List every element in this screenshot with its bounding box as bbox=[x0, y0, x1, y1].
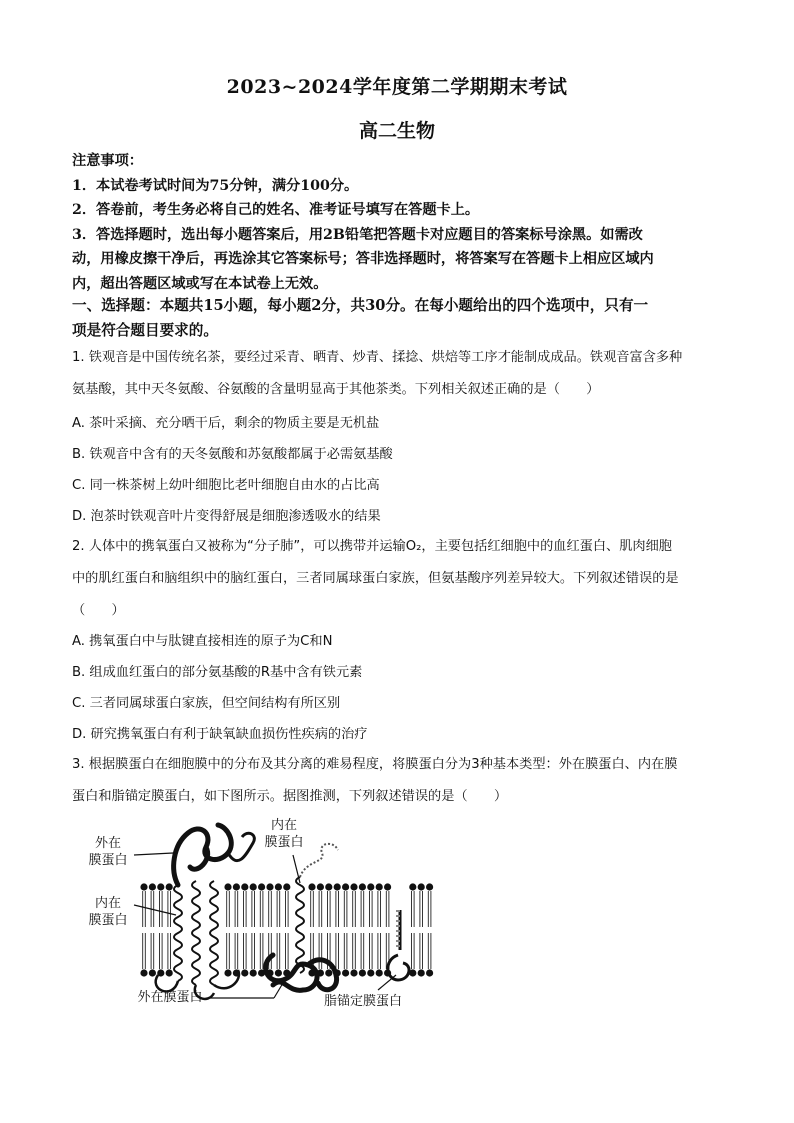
phospholipid-tail bbox=[168, 933, 171, 969]
stem-line: 蛋白和脂锚定膜蛋白，如下图所示。据图推测，下列叙述错误的是（ ） bbox=[72, 789, 508, 804]
phospholipid-tail bbox=[244, 933, 247, 969]
question-2-option-d: D. 研究携氧蛋白有利于缺氧缺血损伤性疾病的治疗 bbox=[72, 727, 368, 742]
phospholipid-tail bbox=[328, 891, 331, 927]
phospholipid-head bbox=[140, 969, 147, 976]
question-2-option-c: C. 三者同属球蛋白家族，但空间结构有所区别 bbox=[72, 696, 341, 711]
single-pass-helix bbox=[296, 877, 304, 973]
phospholipid-head bbox=[266, 883, 273, 890]
phospholipid-head bbox=[275, 969, 282, 976]
stem-line: 2. 人体中的携氧蛋白又被称为“分子肺”，可以携带并运输O₂，主要包括红细胞中的血红蛋白、肌肉细胞 bbox=[72, 539, 672, 554]
phospholipid-tail bbox=[227, 933, 230, 969]
stem-line: 氨基酸，其中天冬氨酸、谷氨酸的含量明显高于其他茶类。下列相关叙述正确的是（ ） bbox=[72, 382, 600, 397]
phospholipid-head bbox=[140, 883, 147, 890]
phospholipid-tail bbox=[420, 891, 423, 927]
phospholipid-tail bbox=[227, 891, 230, 927]
phospholipid-head bbox=[233, 883, 240, 890]
phospholipid-head bbox=[308, 883, 315, 890]
phospholipid-tail bbox=[336, 933, 339, 969]
phospholipid-tail bbox=[168, 891, 171, 927]
stem-line: 1. 铁观音是中国传统名茶，要经过采青、晒青、炒青、揉捻、烘焙等工序才能制成成品。铁观音富含多种 bbox=[72, 350, 683, 365]
phospholipid-head bbox=[241, 883, 248, 890]
phospholipid-tail bbox=[235, 891, 238, 927]
phospholipid-head bbox=[283, 883, 290, 890]
page-subtitle: 高二生物 bbox=[358, 120, 435, 142]
label-outer-membrane-protein-bottom: 外在膜蛋白 bbox=[137, 990, 203, 1005]
question-2-option-a: A. 携氧蛋白中与肽键直接相连的原子为C和N bbox=[72, 634, 333, 649]
phospholipid-head bbox=[166, 969, 173, 976]
transmembrane-helix-1 bbox=[174, 885, 182, 981]
phospholipid-head bbox=[418, 883, 425, 890]
phospholipid-head bbox=[350, 969, 357, 976]
phospholipid-head bbox=[166, 883, 173, 890]
phospholipid-tail bbox=[277, 891, 280, 927]
phospholipid-tail bbox=[386, 891, 389, 927]
question-1-option-c: C. 同一株茶树上幼叶细胞比老叶细胞自由水的占比高 bbox=[72, 478, 380, 493]
phospholipid-tail bbox=[160, 891, 163, 927]
phospholipid-tail bbox=[151, 933, 154, 969]
notice-item: 内，超出答题区域或写在本试卷上无效。 bbox=[72, 275, 328, 292]
membrane-protein-figure bbox=[78, 815, 438, 1020]
phospholipid-head bbox=[250, 969, 257, 976]
phospholipid-tail bbox=[370, 933, 373, 969]
outer-membrane-protein-top bbox=[174, 825, 232, 885]
section-heading bbox=[72, 293, 724, 343]
phospholipid-head bbox=[367, 883, 374, 890]
phospholipid-head bbox=[258, 883, 265, 890]
phospholipid-tail bbox=[160, 933, 163, 969]
transmembrane-helix-2 bbox=[192, 881, 200, 985]
question-1-option-b: B. 铁观音中含有的天冬氨酸和苏氨酸都属于必需氨基酸 bbox=[72, 447, 393, 462]
phospholipid-tail bbox=[361, 891, 364, 927]
label-outer-membrane-protein-left: 外在 膜蛋白 bbox=[88, 836, 128, 868]
notice-heading: 注意事项： bbox=[72, 153, 143, 169]
phospholipid-tail bbox=[311, 891, 314, 927]
phospholipid-head bbox=[359, 969, 366, 976]
notice-item: 1．本试卷考试时间为75分钟，满分100分。 bbox=[72, 177, 359, 194]
stem-line: 3. 根据膜蛋白在细胞膜中的分布及其分离的难易程度，将膜蛋白分为3种基本类型：外在膜蛋白、内在膜 bbox=[72, 757, 678, 772]
phospholipid-head bbox=[367, 969, 374, 976]
phospholipid-head bbox=[359, 883, 366, 890]
question-2-stem bbox=[72, 531, 732, 627]
notice-item: 动，用橡皮擦干净后，再选涂其它答案标号；答非选择题时，将答案写在答题卡上相应区域内 bbox=[72, 251, 654, 267]
phospholipid-tail bbox=[361, 933, 364, 969]
stem-line: （ ） bbox=[72, 603, 125, 618]
question-1-option-a: A. 茶叶采摘、充分晒干后，剩余的物质主要是无机盐 bbox=[72, 416, 380, 431]
phospholipid-head bbox=[224, 883, 231, 890]
phospholipid-tail bbox=[319, 933, 322, 969]
phospholipid-tail bbox=[235, 933, 238, 969]
phospholipid-head bbox=[384, 883, 391, 890]
pointer-lipid bbox=[378, 975, 396, 990]
phospholipid-head bbox=[157, 883, 164, 890]
phospholipid-head bbox=[350, 883, 357, 890]
phospholipid-head bbox=[376, 969, 383, 976]
phospholipid-head bbox=[317, 883, 324, 890]
phospholipid-tail bbox=[286, 891, 289, 927]
question-2-option-b: B. 组成血红蛋白的部分氨基酸的R基中含有铁元素 bbox=[72, 665, 363, 680]
stem-line: 中的肌红蛋白和脑组织中的脑红蛋白，三者同属球蛋白家族，但氨基酸序列差异较大。下列叙述错误的是 bbox=[72, 571, 679, 586]
notice-block bbox=[72, 149, 724, 296]
phospholipid-tail bbox=[277, 933, 280, 969]
phospholipid-head bbox=[426, 969, 433, 976]
phospholipid-head bbox=[409, 883, 416, 890]
question-1-stem bbox=[72, 342, 732, 406]
phospholipid-tail bbox=[412, 933, 415, 969]
phospholipid-tail bbox=[344, 891, 347, 927]
pointer-inner-left bbox=[134, 905, 176, 915]
phospholipid-tail bbox=[336, 891, 339, 927]
phospholipid-tail bbox=[143, 891, 146, 927]
section-line: 项是符合题目要求的。 bbox=[72, 322, 218, 339]
phospholipid-tail bbox=[420, 933, 423, 969]
phospholipid-tail bbox=[269, 891, 272, 927]
phospholipid-tail bbox=[353, 891, 356, 927]
section-line: 一、选择题：本题共15小题，每小题2分，共30分。在每小题给出的四个选项中，只有一 bbox=[72, 297, 649, 314]
phospholipid-tail bbox=[412, 891, 415, 927]
phospholipid-head bbox=[426, 883, 433, 890]
phospholipid-head bbox=[275, 883, 282, 890]
label-inner-membrane-protein-left: 内在 膜蛋白 bbox=[88, 896, 128, 928]
label-inner-membrane-protein-top: 内在 膜蛋白 bbox=[264, 818, 304, 850]
notice-item: 3．答选择题时，选出每小题答案后，用2B铅笔把答题卡对应题目的答案标号涂黑。如需改 bbox=[72, 226, 643, 243]
phospholipid-tail bbox=[244, 891, 247, 927]
phospholipid-head bbox=[149, 883, 156, 890]
phospholipid-tail bbox=[252, 891, 255, 927]
question-3-stem bbox=[72, 749, 732, 813]
phospholipid-head bbox=[241, 969, 248, 976]
phospholipid-tail bbox=[378, 933, 381, 969]
question-1-option-d: D. 泡茶时铁观音叶片变得舒展是细胞渗透吸水的结果 bbox=[72, 509, 381, 524]
phospholipid-tail bbox=[260, 891, 263, 927]
phospholipid-head bbox=[250, 883, 257, 890]
phospholipid-head bbox=[224, 969, 231, 976]
phospholipid-tail bbox=[286, 933, 289, 969]
phospholipid-tail bbox=[143, 933, 146, 969]
phospholipid-head bbox=[325, 883, 332, 890]
phospholipid-tail bbox=[269, 933, 272, 969]
notice-item: 2．答卷前，考生务必将自己的姓名、准考证号填写在答题卡上。 bbox=[72, 202, 480, 218]
phospholipid-tail bbox=[370, 891, 373, 927]
phospholipid-tail bbox=[319, 891, 322, 927]
pointer-outer-left bbox=[134, 853, 173, 855]
phospholipid-head bbox=[342, 969, 349, 976]
phospholipid-tail bbox=[428, 891, 431, 927]
phospholipid-tail bbox=[378, 891, 381, 927]
phospholipid-tail bbox=[260, 933, 263, 969]
label-lipid-anchored-protein: 脂锚定膜蛋白 bbox=[323, 994, 402, 1009]
phospholipid-tail bbox=[344, 933, 347, 969]
phospholipid-head bbox=[325, 969, 332, 976]
phospholipid-tail bbox=[428, 933, 431, 969]
phospholipid-head bbox=[342, 883, 349, 890]
phospholipid-head bbox=[334, 883, 341, 890]
phospholipid-head bbox=[376, 883, 383, 890]
transmembrane-helix-3 bbox=[210, 881, 218, 985]
page-title: 2023~2024学年度第二学期期末考试 bbox=[226, 76, 568, 98]
phospholipid-tail bbox=[353, 933, 356, 969]
phospholipid-head bbox=[149, 969, 156, 976]
phospholipid-tail bbox=[252, 933, 255, 969]
phospholipid-head bbox=[418, 969, 425, 976]
